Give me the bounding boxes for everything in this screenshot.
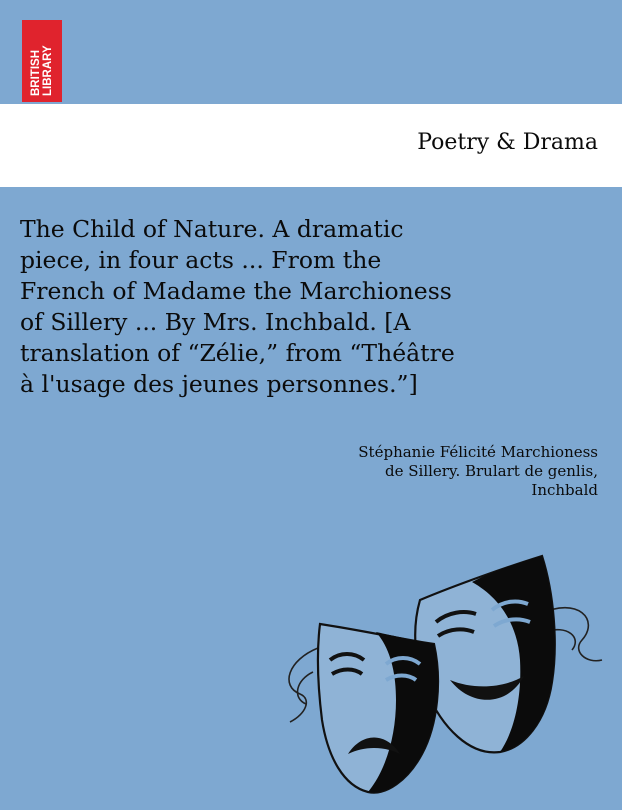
- british-library-logo-mark: [22, 20, 62, 102]
- author-line: de Sillery. Brulart de genlis,: [385, 462, 598, 480]
- logo-line-library: LIBRARY: [42, 45, 54, 96]
- title-line: The Child of Nature. A dramatic: [20, 215, 404, 243]
- theatre-masks-icon: [278, 548, 608, 800]
- title-line: translation of “Zélie,” from “Théâtre: [20, 339, 455, 367]
- book-title: [20, 214, 610, 400]
- category-label: Poetry & Drama: [417, 130, 598, 155]
- british-library-logo: [22, 20, 62, 102]
- title-line: piece, in four acts ... From the: [20, 246, 382, 274]
- author-line: Stéphanie Félicité Marchioness: [358, 443, 598, 461]
- title-line: of Sillery ... By Mrs. Inchbald. [A: [20, 308, 411, 336]
- logo-line-british: BRITISH: [30, 50, 42, 96]
- category-banner: [0, 104, 622, 187]
- title-line: à l'usage des jeunes personnes.”]: [20, 370, 418, 398]
- title-line: French of Madame the Marchioness: [20, 277, 452, 305]
- author-line: Inchbald: [531, 481, 598, 499]
- book-authors: [358, 443, 598, 500]
